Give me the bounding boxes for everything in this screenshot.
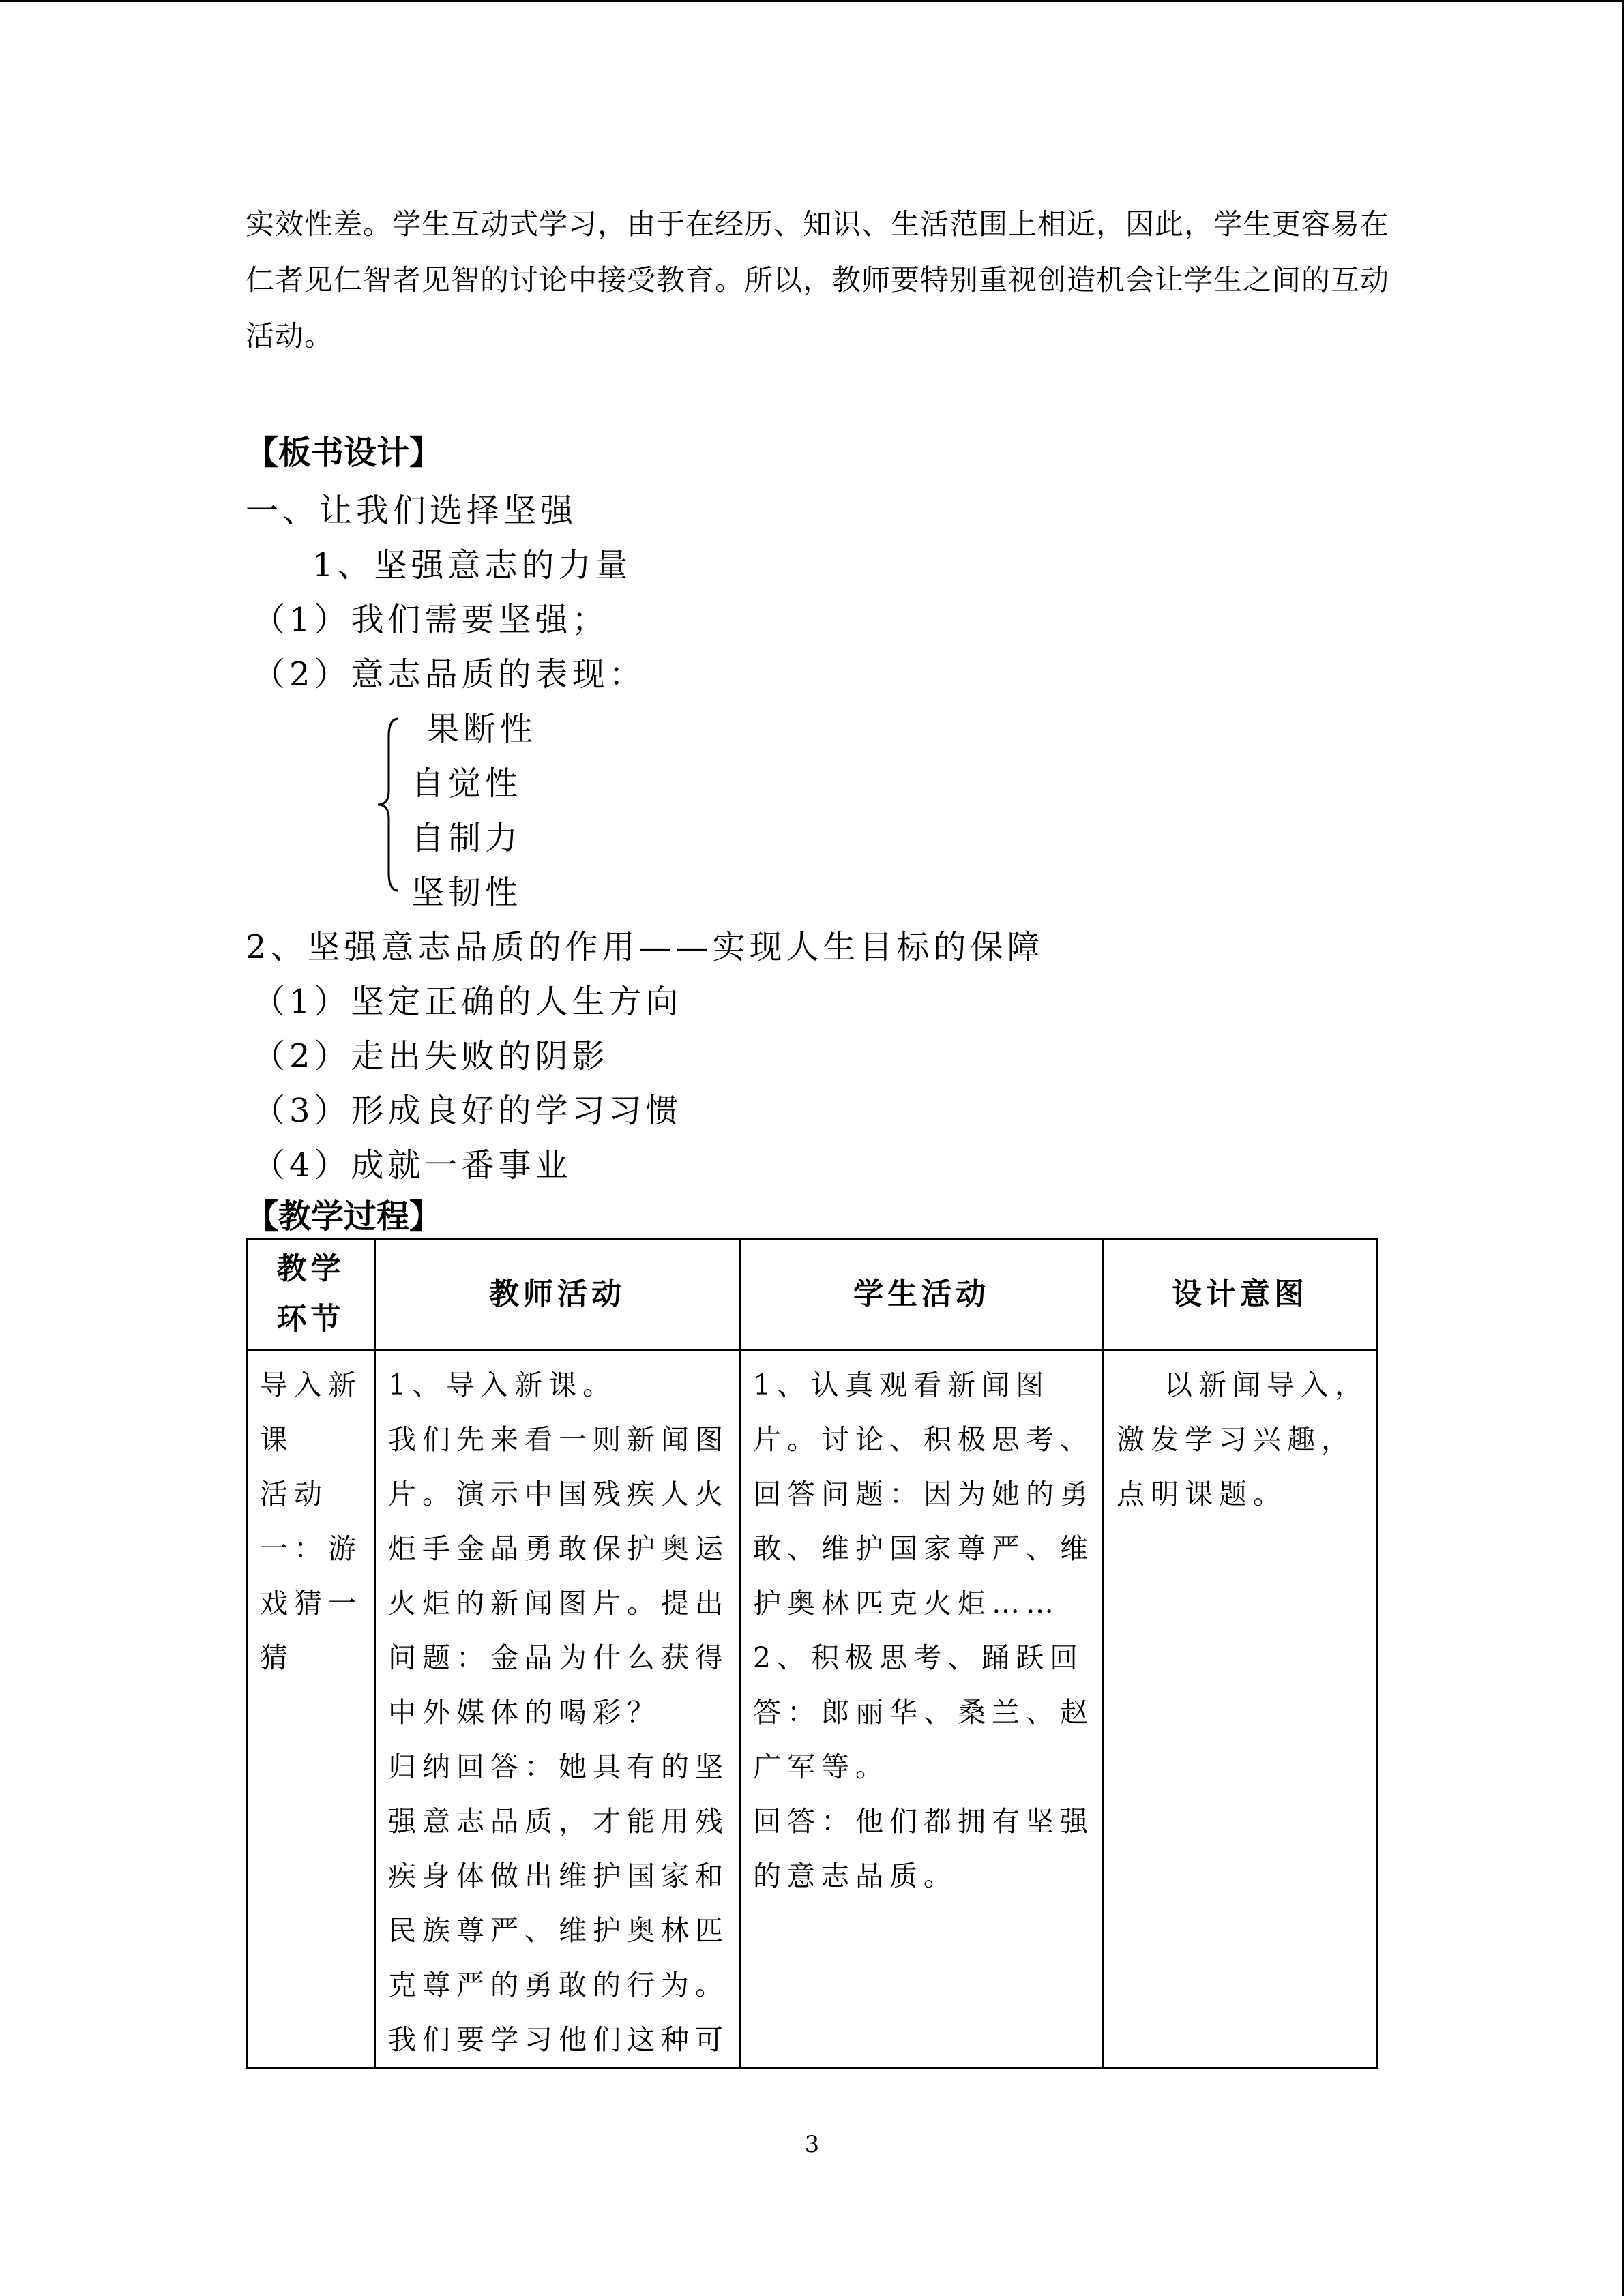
quality-item: 坚韧性 [411, 874, 522, 912]
student-activity-cell [740, 1350, 1104, 2068]
teacher-line: 疾身体做出维护国家和 [388, 1860, 729, 1892]
board-design-title: 【板书设计】 [246, 434, 443, 472]
teacher-line: 片。演示中国残疾人火 [388, 1478, 729, 1510]
stage-line: 活动 [260, 1478, 328, 1510]
student-line: 片。讨论、积极思考、 [753, 1423, 1094, 1456]
student-line: 2、积极思考、踊跃回 [753, 1641, 1084, 1674]
student-line: 护奥林匹克火炬…… [753, 1587, 1060, 1620]
board-point2: （2）意志品质的表现： [252, 655, 646, 694]
header-stage-line1: 教学 [276, 1251, 345, 1286]
teacher-line: 炬手金晶勇敢保护奥运 [388, 1532, 729, 1565]
header-stage-line2: 环节 [276, 1302, 345, 1337]
header-intent: 设计意图 [1104, 1239, 1377, 1350]
teacher-activity-cell [375, 1350, 740, 2068]
teacher-line: 我们要学习他们这种可 [388, 2023, 729, 2056]
teacher-line: 克尊严的勇敢的行为。 [388, 1969, 729, 2001]
student-line: 回答：他们都拥有坚强 [753, 1805, 1094, 1838]
header-stage [247, 1239, 375, 1350]
intent-line: 点明课题。 [1117, 1478, 1287, 1510]
stage-line: 猜 [260, 1641, 294, 1674]
table-header-row [247, 1239, 1377, 1350]
effect-item: （1）坚定正确的人生方向 [252, 983, 683, 1021]
teacher-line: 我们先来看一则新闻图 [388, 1423, 729, 1456]
student-line: 广军等。 [753, 1750, 889, 1783]
header-student: 学生活动 [740, 1239, 1104, 1350]
intent-line: 激发学习兴趣， [1117, 1423, 1355, 1456]
page-top-border [0, 0, 1624, 2]
teacher-line: 归纳回答：她具有的坚 [388, 1750, 729, 1783]
student-line: 回答问题：因为她的勇 [753, 1478, 1094, 1510]
board-sub2: 2、坚强意志品质的作用——实现人生目标的保障 [246, 928, 1044, 966]
design-intent-cell [1104, 1350, 1377, 2068]
effect-item: （2）走出失败的阴影 [252, 1037, 609, 1075]
quality-item: 果断性 [426, 710, 537, 748]
student-line: 答：郎丽华、桑兰、赵 [753, 1696, 1094, 1729]
teacher-line: 问题：金晶为什么获得 [388, 1641, 729, 1674]
intro-line-1: 实效性差。学生互动式学习，由于在经历、知识、生活范围上相近，因此，学生更容易在 [246, 207, 1390, 241]
page-number: 3 [804, 2131, 820, 2158]
student-line: 敢、维护国家尊严、维 [753, 1532, 1094, 1565]
quality-item: 自觉性 [411, 764, 522, 803]
stage-line: 课 [260, 1423, 294, 1456]
effect-item: （4）成就一番事业 [252, 1146, 572, 1184]
curly-brace-icon [374, 716, 401, 893]
teacher-line: 1、导入新课。 [388, 1369, 617, 1401]
board-point1: （1）我们需要坚强； [252, 601, 609, 639]
stage-line: 戏猜一 [260, 1587, 362, 1620]
stage-cell [247, 1350, 375, 2068]
table-row [247, 1350, 1377, 2068]
intro-line-2: 仁者见仁智者见智的讨论中接受教育。所以，教师要特别重视创造机会让学生之间的互动 [246, 263, 1390, 297]
header-teacher: 教师活动 [375, 1239, 740, 1350]
board-sub1: 1、坚强意志的力量 [312, 546, 632, 584]
teacher-line: 火炬的新闻图片。提出 [388, 1587, 729, 1620]
board-heading: 一、让我们选择坚强 [246, 492, 578, 530]
intro-paragraph [246, 196, 1390, 364]
teaching-process-table [246, 1238, 1378, 2069]
effect-item: （3）形成良好的学习习惯 [252, 1092, 683, 1130]
student-line: 的意志品质。 [753, 1860, 958, 1892]
intent-line: 以新闻导入， [1164, 1369, 1369, 1401]
quality-item: 自制力 [411, 819, 522, 857]
stage-line: 导入新 [260, 1369, 362, 1401]
student-line: 1、认真观看新闻图 [753, 1369, 1050, 1401]
intro-line-3: 活动。 [246, 319, 334, 353]
teacher-line: 中外媒体的喝彩？ [388, 1696, 661, 1729]
teacher-line: 强意志品质，才能用残 [388, 1805, 729, 1838]
teacher-line: 民族尊严、维护奥林匹 [388, 1914, 729, 1947]
stage-line: 一：游 [260, 1532, 362, 1565]
teaching-process-title: 【教学过程】 [246, 1197, 443, 1236]
